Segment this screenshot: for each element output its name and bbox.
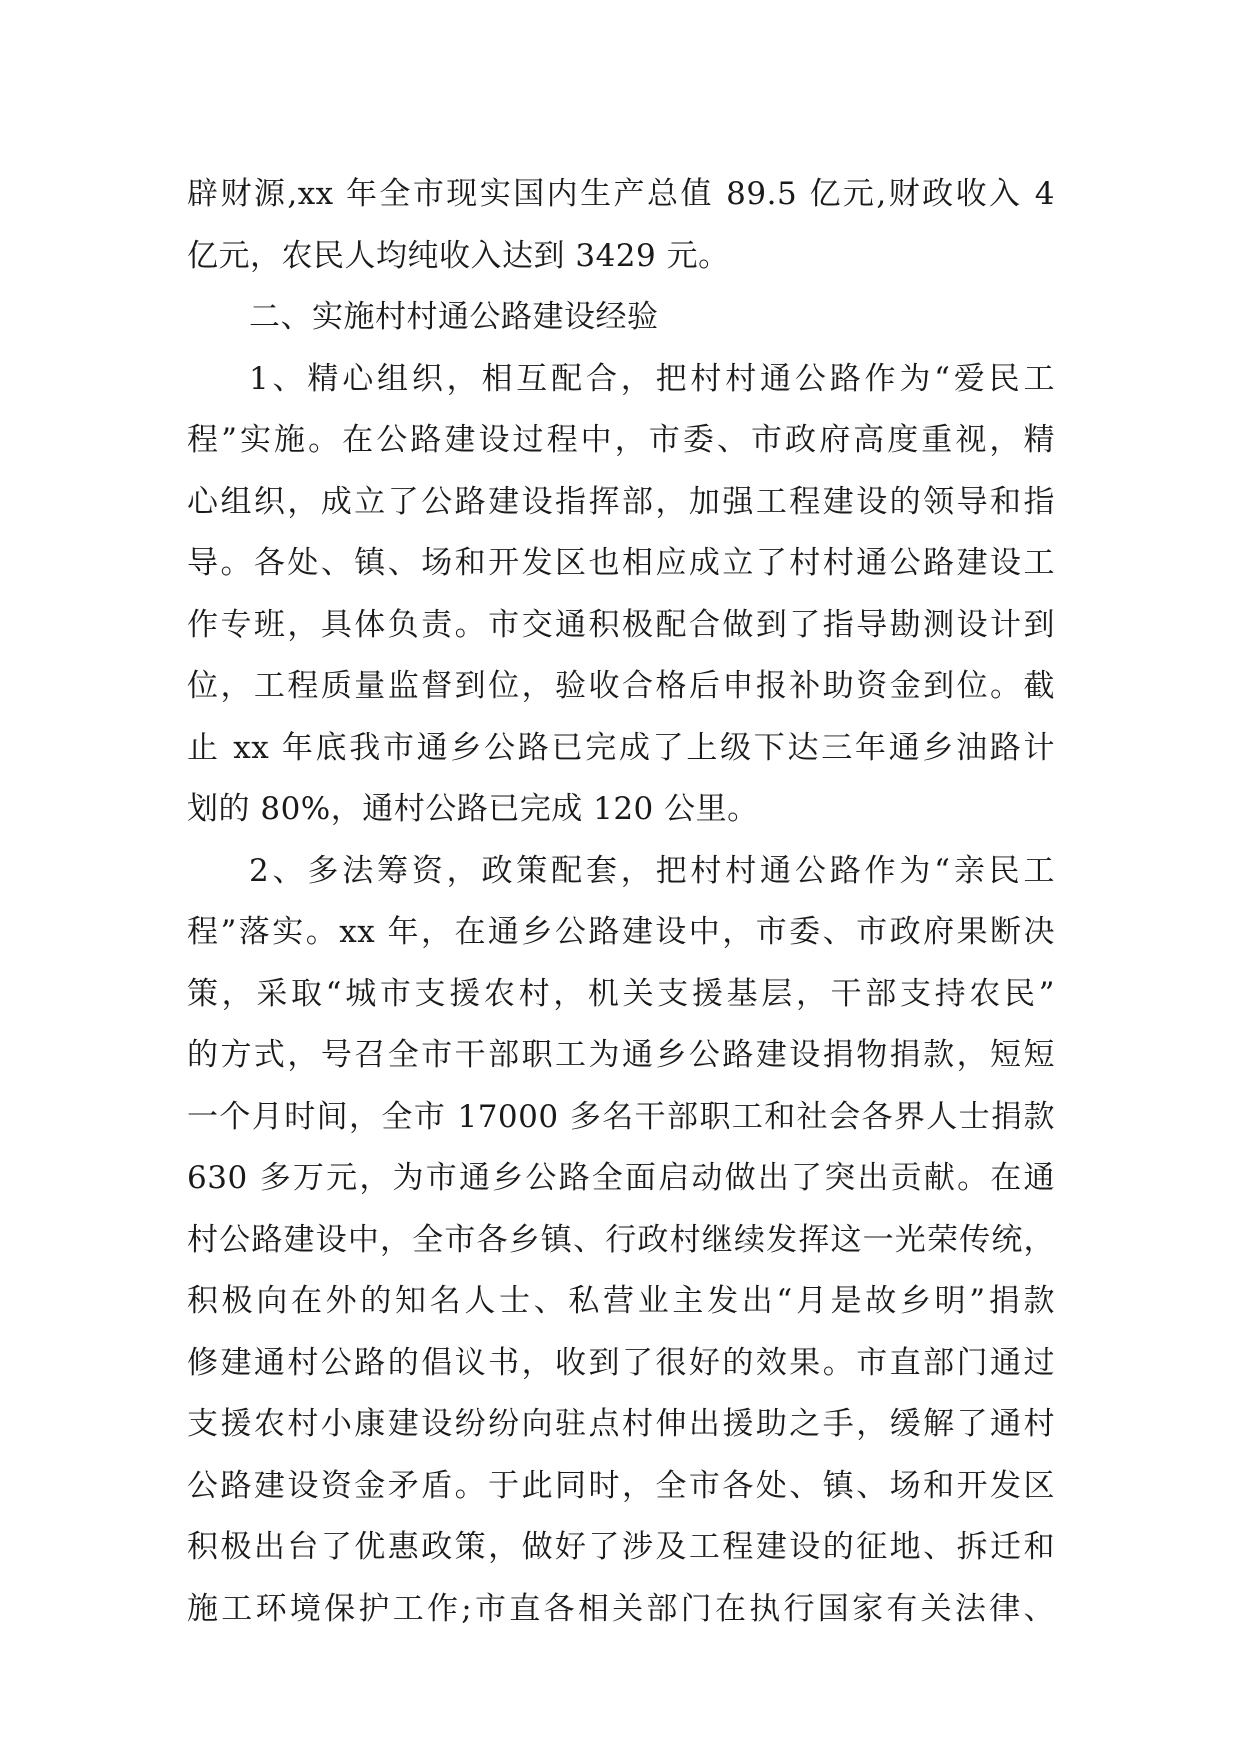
text-line: 修建通村公路的倡议书，收到了很好的效果。市直部门通过: [187, 1344, 1055, 1381]
text-line: 1、精心组织，相互配合，把村村通公路作为“爱民工: [249, 360, 1055, 397]
text-line: 止 xx 年底我市通乡公路已完成了上级下达三年通乡油路计: [187, 729, 1055, 766]
text-line: 2、多法筹资，政策配套，把村村通公路作为“亲民工: [249, 852, 1055, 889]
text-line: 导。各处、镇、场和开发区也相应成立了村村通公路建设工: [187, 545, 1055, 581]
text-line: 村公路建设中，全市各乡镇、行政村继续发挥这一光荣传统，: [187, 1221, 1055, 1258]
text-line: 积极向在外的知名人士、私营业主发出“月是故乡明”捐款: [187, 1283, 1055, 1319]
text-line: 的方式，号召全市干部职工为通乡公路建设捐物捐款，短短: [187, 1037, 1055, 1073]
text-line: 程”落实。xx 年，在通乡公路建设中，市委、市政府果断决: [187, 914, 1055, 950]
body-text: [187, 164, 1055, 1640]
text-line: 辟财源,xx 年全市现实国内生产总值 89.5 亿元,财政收入 4: [187, 176, 1055, 212]
text-line: 一个月时间，全市 17000 多名干部职工和社会各界人士捐款: [187, 1098, 1055, 1135]
text-line: 630 多万元，为市通乡公路全面启动做出了突出贡献。在通: [187, 1160, 1055, 1196]
text-line: 位，工程质量监督到位，验收合格后申报补助资金到位。截: [187, 668, 1055, 704]
text-line: 公路建设资金矛盾。于此同时，全市各处、镇、场和开发区: [187, 1467, 1055, 1504]
text-line: 施工环境保护工作;市直各相关部门在执行国家有关法律、: [187, 1590, 1055, 1627]
text-line: 心组织，成立了公路建设指挥部，加强工程建设的领导和指: [187, 483, 1055, 520]
text-line: 亿元，农民人均纯收入达到 3429 元。: [187, 237, 730, 274]
text-line: 积极出台了优惠政策，做好了涉及工程建设的征地、拆迁和: [187, 1529, 1055, 1565]
text-line: 策，采取“城市支援农村，机关支援基层，干部支持农民”: [187, 975, 1055, 1012]
text-line: 程”实施。在公路建设过程中，市委、市政府高度重视，精: [187, 422, 1055, 458]
section-heading: 二、实施村村通公路建设经验: [249, 299, 659, 335]
text-line: 划的 80%，通村公路已完成 120 公里。: [187, 791, 759, 827]
text-line: 作专班，具体负责。市交通积极配合做到了指导勘测设计到: [187, 606, 1055, 643]
text-line: 支援农村小康建设纷纷向驻点村伸出援助之手，缓解了通村: [187, 1406, 1055, 1442]
